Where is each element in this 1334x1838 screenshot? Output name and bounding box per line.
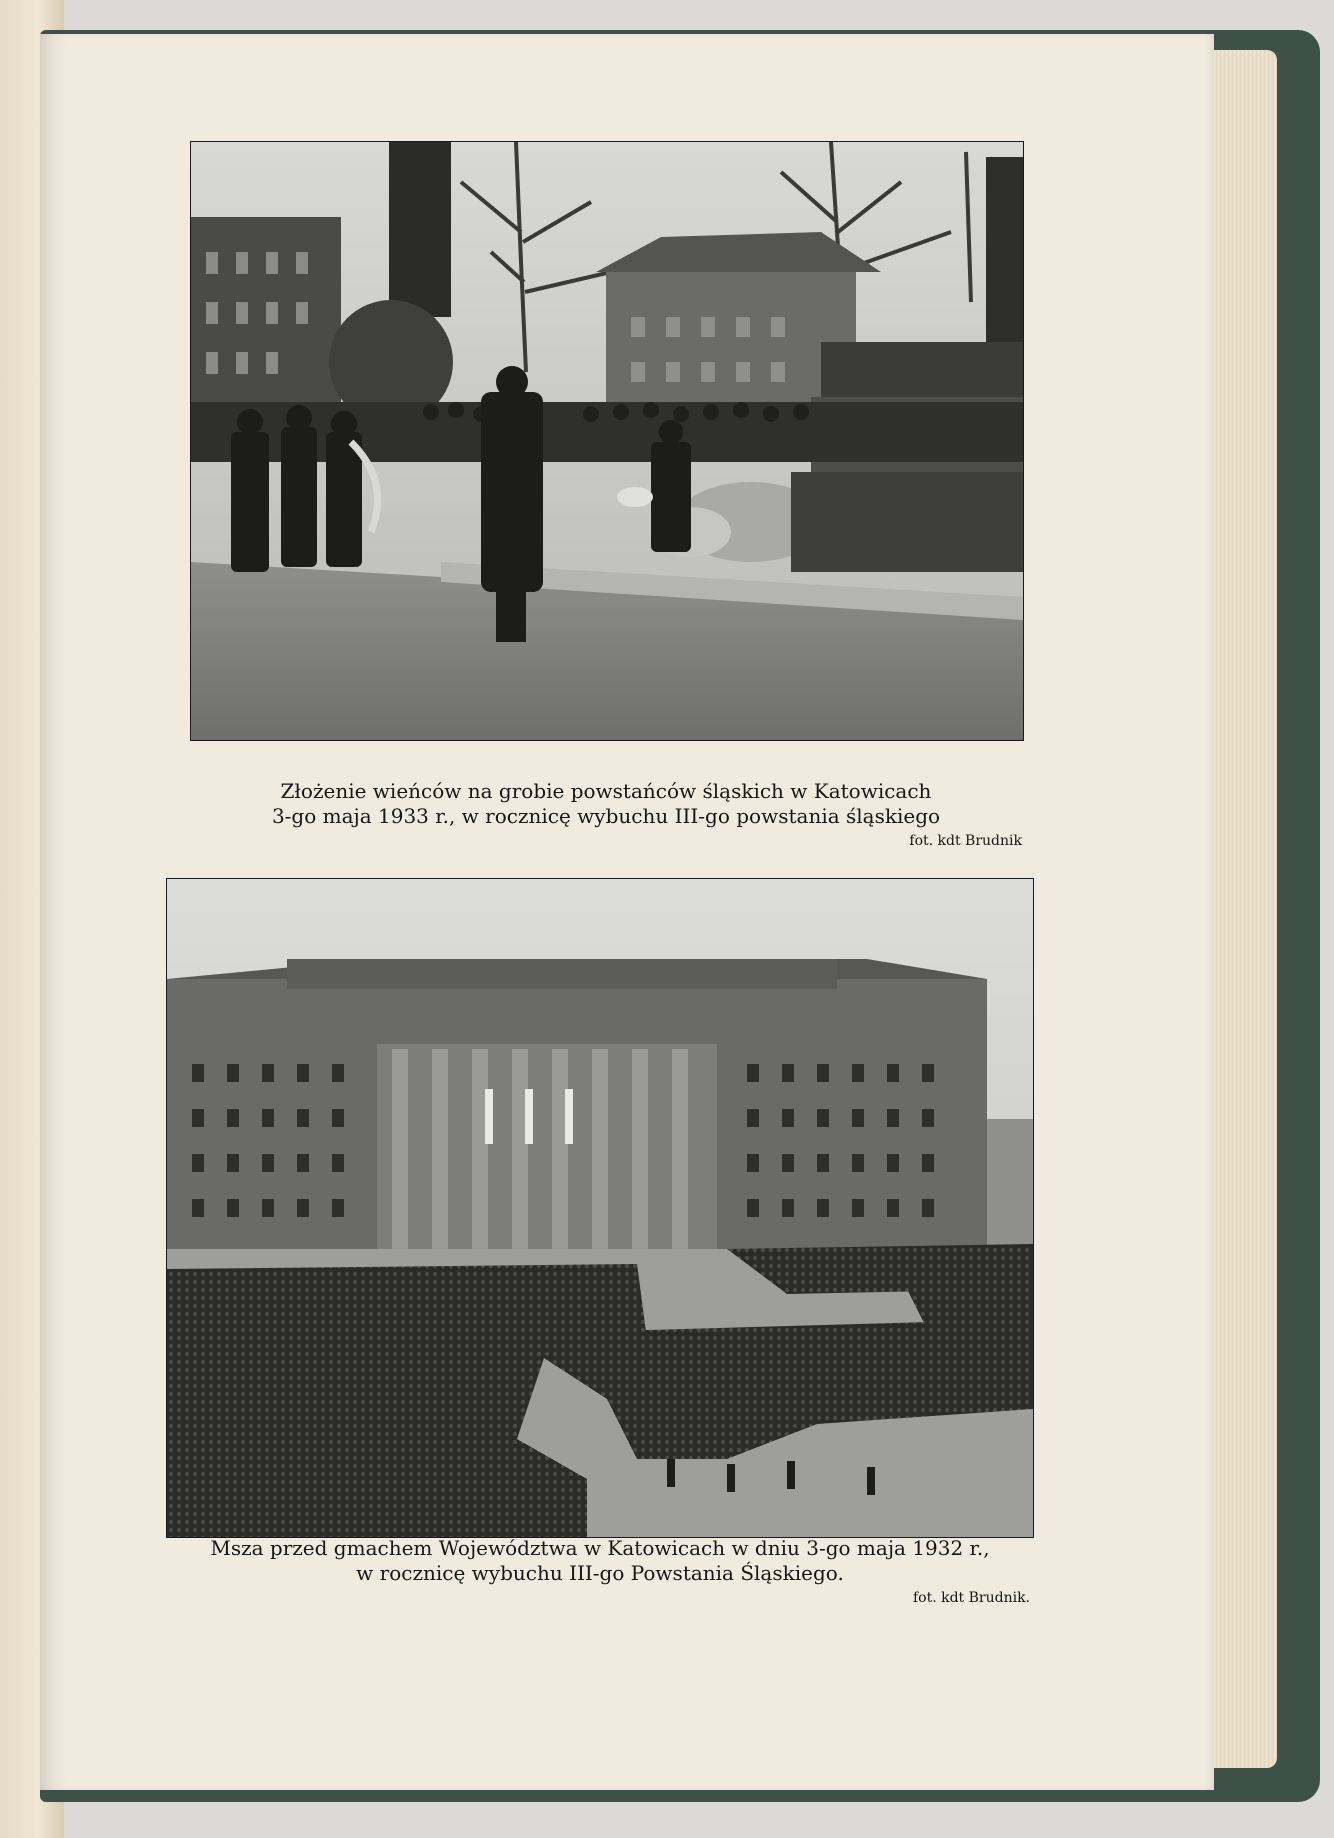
photo-voivodeship-mass bbox=[166, 878, 1034, 1538]
photo-wreath-ceremony bbox=[190, 141, 1024, 741]
photo2-caption bbox=[150, 1536, 1050, 1586]
photo2-caption-line1: Msza przed gmachem Województwa w Katowicach w dniu 3-go maja 1932 r., bbox=[210, 1536, 990, 1560]
photo1-caption-line1: Złożenie wieńców na grobie powstańców śląskich w Katowicach bbox=[280, 779, 932, 803]
photo1-caption-line2: 3-go maja 1933 r., w rocznicę wybuchu III-go powstania śląskiego bbox=[271, 804, 941, 828]
book-page bbox=[40, 34, 1214, 1790]
photo2-caption-line2: w rocznicę wybuchu III-go Powstania Śląskiego. bbox=[356, 1561, 844, 1585]
photo1-caption bbox=[190, 779, 1022, 829]
photo-wreath-ceremony-image bbox=[191, 142, 1023, 740]
photo-voivodeship-mass-image bbox=[167, 879, 1033, 1537]
photo1-credit: fot. kdt Brudnik bbox=[909, 833, 1022, 849]
photo2-credit: fot. kdt Brudnik. bbox=[912, 1590, 1030, 1606]
